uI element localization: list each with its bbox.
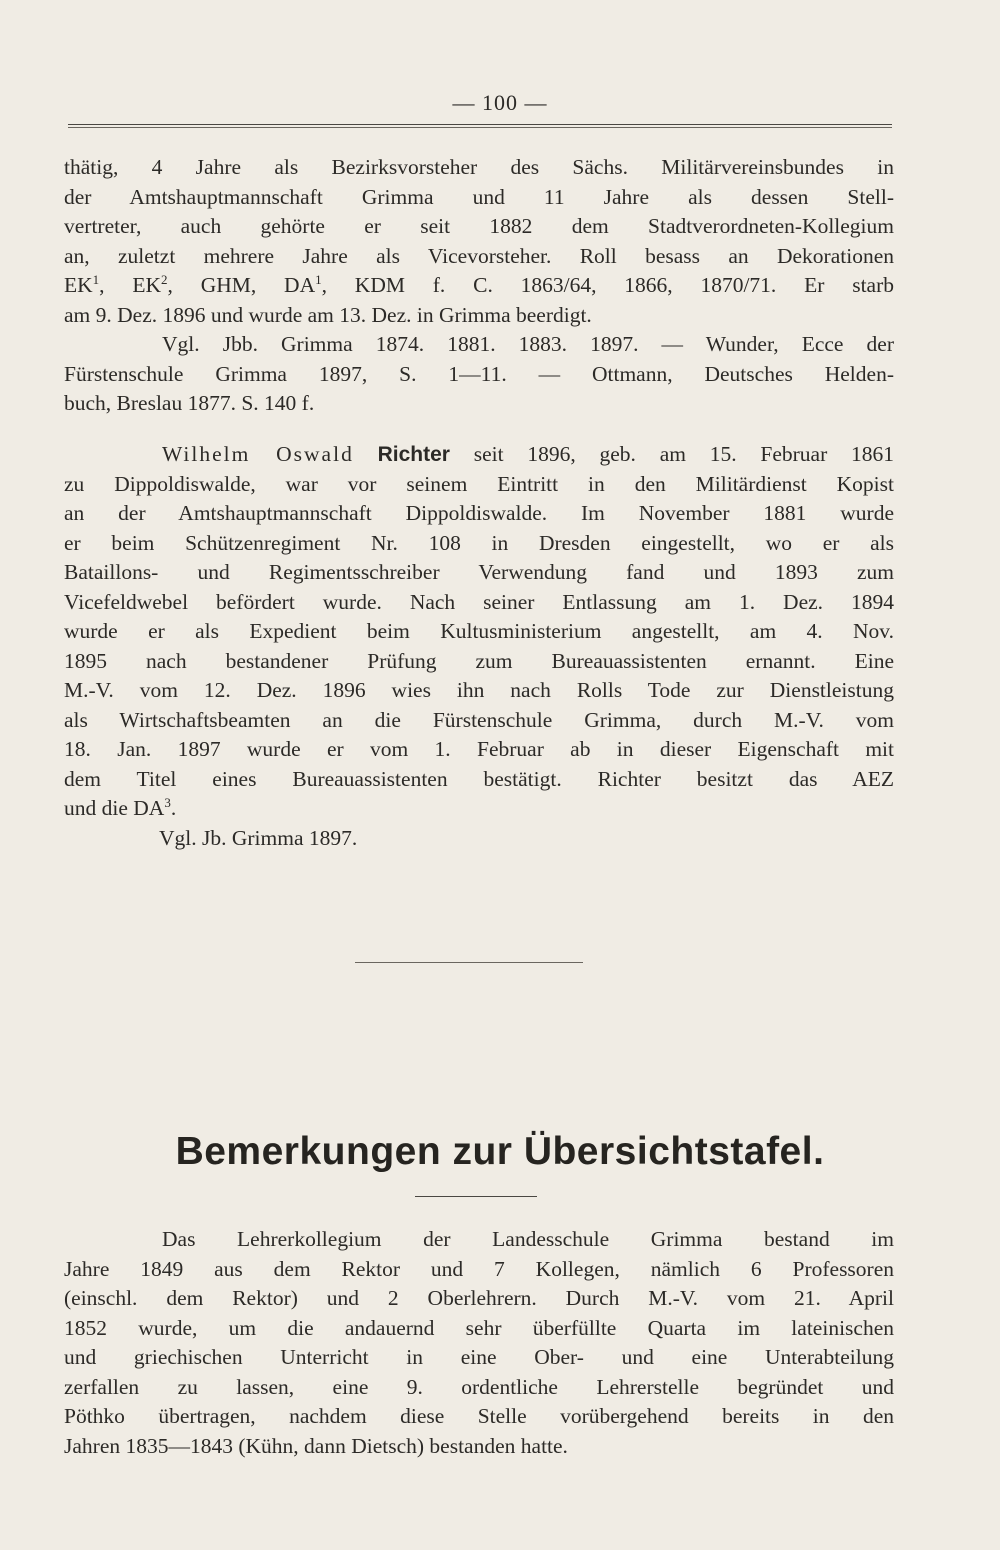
heading-rule bbox=[415, 1196, 537, 1197]
text-line: zu Dippoldiswalde, war vor seinem Eintritt in den Militärdienst Kopist bbox=[64, 471, 894, 496]
text-line: buch, Breslau 1877. S. 140 f. bbox=[64, 391, 315, 415]
text-line: (einschl. dem Rektor) und 2 Oberlehrern. Durch M.-V. vom 21. April bbox=[64, 1286, 894, 1310]
text-line: an, zuletzt mehrere Jahre als Vicevorsteher. Roll besass an Dekorationen bbox=[64, 243, 894, 268]
section-heading: Bemerkungen zur Übersichtstafel. bbox=[175, 1130, 825, 1173]
paragraph-richter bbox=[64, 440, 894, 853]
text-line: wurde er als Expedient beim Kultusministerium angestellt, am 4. Nov. bbox=[64, 619, 894, 643]
reference-line: Vgl. Jb. Grimma 1897. bbox=[159, 825, 358, 850]
text-line: Pöthko übertragen, nachdem diese Stelle vorübergehend bereits in den bbox=[64, 1404, 894, 1428]
paragraph-roll-continued bbox=[64, 153, 894, 419]
text-line: 18. Jan. 1897 wurde er vom 1. Februar ab in dieser Eigenschaft mit bbox=[64, 737, 894, 761]
paragraph-lehrerkollegium bbox=[64, 1225, 894, 1461]
text-line: er beim Schützenregiment Nr. 108 in Dresden eingestellt, wo er als bbox=[64, 530, 894, 555]
entry-heading-line: Wilhelm Oswald Richter seit 1896, geb. am 15. Februar 1861 bbox=[162, 442, 895, 466]
text-line: zerfallen zu lassen, eine 9. ordentliche Lehrerstelle begründet und bbox=[64, 1374, 894, 1399]
text-line: der Amtshauptmannschaft Grimma und 11 Jahre als dessen Stell- bbox=[64, 184, 894, 209]
text-line: Das Lehrerkollegium der Landesschule Grimma bestand im bbox=[162, 1227, 894, 1251]
text-line: 1895 nach bestandener Prüfung zum Bureauassistenten ernannt. Eine bbox=[64, 648, 894, 673]
surname-richter: Richter bbox=[377, 443, 450, 466]
given-names: Wilhelm Oswald bbox=[162, 442, 354, 466]
header-rule bbox=[68, 124, 892, 125]
text-line: Jahre 1849 aus dem Rektor und 7 Kollegen, nämlich 6 Professoren bbox=[64, 1256, 894, 1281]
text-line: und griechischen Unterricht in eine Ober- und eine Unterabteilung bbox=[64, 1345, 894, 1369]
page-number: — 100 — bbox=[452, 90, 548, 115]
text-line: als Wirtschaftsbeamten an die Fürstenschule Grimma, durch M.-V. vom bbox=[64, 707, 894, 732]
text-line: thätig, 4 Jahre als Bezirksvorsteher des Sächs. Militärvereinsbundes in bbox=[64, 155, 894, 179]
text-line: und die $DA^3$. bbox=[64, 795, 177, 820]
text-line: Bataillons- und Regimentsschreiber Verwendung fand und 1893 zum bbox=[64, 560, 894, 584]
reference-line: Vgl. Jbb. Grimma 1874. 1881. 1883. 1897. — Wunder, Ecce der bbox=[162, 332, 894, 356]
text-line: Fürstenschule Grimma 1897, S. 1—11. — Ottmann, Deutsches Helden- bbox=[64, 361, 894, 386]
bleed-through-rule bbox=[355, 962, 583, 963]
text-line: dem Titel eines Bureauassistenten bestätigt. Richter besitzt das AEZ bbox=[64, 766, 894, 791]
text-line: Vicefeldwebel befördert wurde. Nach seiner Entlassung am 1. Dez. 1894 bbox=[64, 589, 894, 614]
text-line: am 9. Dez. 1896 und wurde am 13. Dez. in Grimma beerdigt. bbox=[64, 302, 592, 327]
text-line: vertreter, auch gehörte er seit 1882 dem Stadtverordneten-Kollegium bbox=[64, 214, 894, 238]
text-line: 1852 wurde, um die andauernd sehr überfüllte Quarta im lateinischen bbox=[64, 1315, 894, 1340]
text-line: Jahren 1835—1843 (Kühn, dann Dietsch) bestanden hatte. bbox=[64, 1433, 568, 1458]
text-line: an der Amtshauptmannschaft Dippoldiswalde. Im November 1881 wurde bbox=[64, 501, 894, 525]
decorations-line: $EK^1$, $EK^2$, GHM, $DA^1$, KDM f. C. 1863/64, 1866, 1870/71. Er starb bbox=[64, 272, 894, 297]
text-line: M.-V. vom 12. Dez. 1896 wies ihn nach Rolls Tode zur Dienstleistung bbox=[64, 678, 894, 702]
